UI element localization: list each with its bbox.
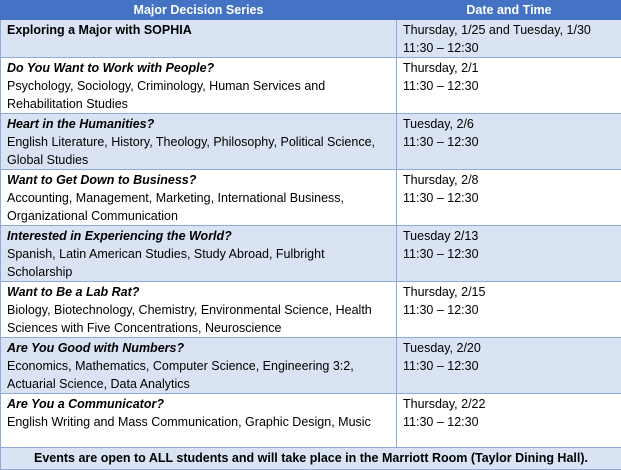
event-date: Tuesday, 2/20 [403,339,615,357]
event-title: Exploring a Major with SOPHIA [7,21,390,39]
header-series: Major Decision Series [1,1,397,20]
date-cell [397,20,621,58]
table-row [1,394,621,448]
event-majors: English Writing and Mass Communication, Graphic Design, Music [7,413,390,431]
event-title: Are You Good with Numbers? [7,339,390,357]
date-cell [397,394,621,448]
event-title: Want to Be a Lab Rat? [7,283,390,301]
date-cell [397,338,621,394]
event-date: Tuesday 2/13 [403,227,615,245]
event-time: 11:30 – 12:30 [403,189,615,207]
event-date: Tuesday, 2/6 [403,115,615,133]
event-time: 11:30 – 12:30 [403,245,615,263]
header-date-time: Date and Time [397,1,621,20]
event-time: 11:30 – 12:30 [403,301,615,319]
event-cell [1,114,397,170]
date-cell [397,114,621,170]
table-row [1,58,621,114]
event-time: 11:30 – 12:30 [403,77,615,95]
event-majors: Psychology, Sociology, Criminology, Human Services and Rehabilitation Studies [7,77,390,113]
date-cell [397,170,621,226]
event-title: Heart in the Humanities? [7,115,390,133]
event-majors: Biology, Biotechnology, Chemistry, Environmental Science, Health Sciences with Five Concentrations, Neuroscience [7,301,390,337]
event-majors: Economics, Mathematics, Computer Science, Engineering 3:2, Actuarial Science, Data Analytics [7,357,390,393]
footer-note: Events are open to ALL students and will take place in the Marriott Room (Taylor Dining Hall). [1,448,621,470]
event-date: Thursday, 2/1 [403,59,615,77]
event-majors: Spanish, Latin American Studies, Study Abroad, Fulbright Scholarship [7,245,390,281]
header-row [1,1,621,20]
table-row [1,20,621,58]
date-cell [397,282,621,338]
event-date: Thursday, 1/25 and Tuesday, 1/30 [403,21,615,39]
table-row [1,114,621,170]
event-majors: English Literature, History, Theology, Philosophy, Political Science, Global Studies [7,133,390,169]
event-cell [1,338,397,394]
event-cell [1,394,397,448]
event-time: 11:30 – 12:30 [403,133,615,151]
event-title: Are You a Communicator? [7,395,390,413]
table-row [1,282,621,338]
event-cell [1,282,397,338]
table-row [1,170,621,226]
event-majors: Accounting, Management, Marketing, International Business, Organizational Communication [7,189,390,225]
table-row [1,226,621,282]
table-row [1,338,621,394]
event-cell [1,226,397,282]
event-title: Interested in Experiencing the World? [7,227,390,245]
event-cell [1,170,397,226]
date-cell [397,226,621,282]
event-date: Thursday, 2/8 [403,171,615,189]
event-date: Thursday, 2/22 [403,395,615,413]
event-time: 11:30 – 12:30 [403,413,615,431]
date-cell [397,58,621,114]
event-title: Want to Get Down to Business? [7,171,390,189]
event-time: 11:30 – 12:30 [403,357,615,375]
event-time: 11:30 – 12:30 [403,39,615,57]
footer-row [1,448,621,470]
event-date: Thursday, 2/15 [403,283,615,301]
event-cell [1,58,397,114]
event-title: Do You Want to Work with People? [7,59,390,77]
event-cell [1,20,397,58]
